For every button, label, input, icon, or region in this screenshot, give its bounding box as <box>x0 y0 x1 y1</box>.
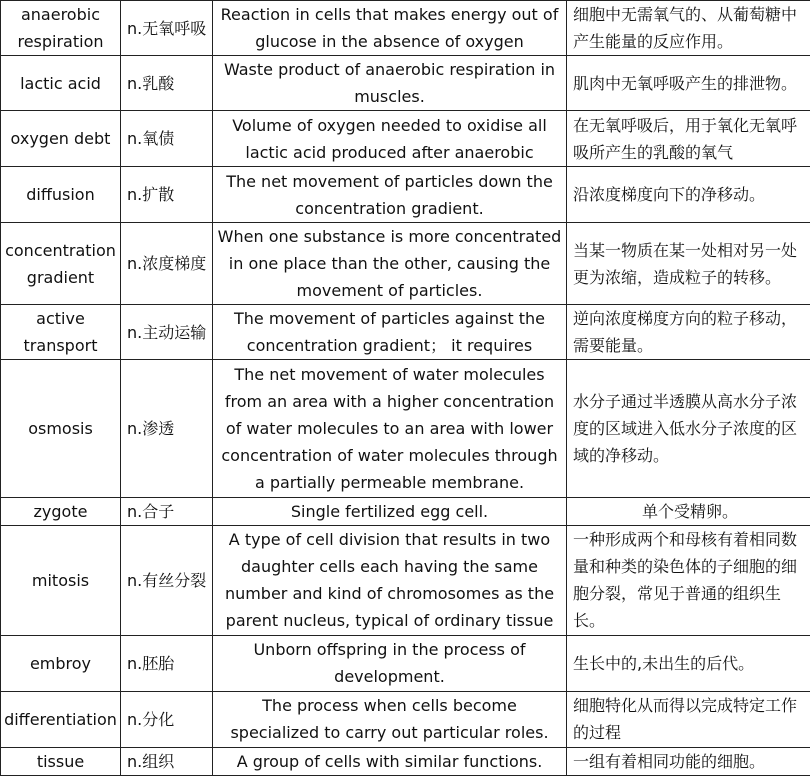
translation-cell: n.浓度梯度 <box>121 223 213 305</box>
translation-cell: n.渗透 <box>121 360 213 497</box>
term-cell: zygote <box>1 497 121 525</box>
term-cell: tissue <box>1 747 121 775</box>
chinese-definition-cell: 水分子通过半透膜从高水分子浓度的区域进入低水分子浓度的区域的净移动。 <box>567 360 810 497</box>
translation-cell: n.分化 <box>121 691 213 747</box>
translation-cell: n.扩散 <box>121 167 213 223</box>
table-row <box>1 691 810 747</box>
chinese-definition-cell: 细胞特化从而得以完成特定工作的过程 <box>567 691 810 747</box>
chinese-definition-cell: 生长中的,未出生的后代。 <box>567 635 810 691</box>
term-cell: embroy <box>1 635 121 691</box>
definition-cell: The movement of particles against the concentration gradient； it requires <box>213 305 567 360</box>
translation-cell: n.合子 <box>121 497 213 525</box>
table-row <box>1 167 810 223</box>
definition-cell: The net movement of water molecules from an area with a higher concentration of water molecules to an area with lower concentration of water molecules through a partially permeable membrane. <box>213 360 567 497</box>
term-cell: lactic acid <box>1 56 121 111</box>
term-cell: mitosis <box>1 525 121 635</box>
chinese-definition-cell: 一组有着相同功能的细胞。 <box>567 747 810 775</box>
chinese-definition-cell: 一种形成两个和母核有着相同数量和种类的染色体的子细胞的细胞分裂，常见于普通的组织生长。 <box>567 525 810 635</box>
definition-cell: A group of cells with similar functions. <box>213 747 567 775</box>
table-row <box>1 223 810 305</box>
definition-cell: Single fertilized egg cell. <box>213 497 567 525</box>
definition-cell: Volume of oxygen needed to oxidise all lactic acid produced after anaerobic <box>213 111 567 167</box>
definition-cell: A type of cell division that results in two daughter cells each having the same number and kind of chromosomes as the parent nucleus, typical of ordinary tissue <box>213 525 567 635</box>
table-row <box>1 497 810 525</box>
term-cell: osmosis <box>1 360 121 497</box>
term-cell: diffusion <box>1 167 121 223</box>
translation-cell: n.乳酸 <box>121 56 213 111</box>
table-row <box>1 305 810 360</box>
table-row <box>1 360 810 497</box>
chinese-definition-cell: 肌肉中无氧呼吸产生的排泄物。 <box>567 56 810 111</box>
chinese-definition-cell: 细胞中无需氧气的、从葡萄糖中产生能量的反应作用。 <box>567 1 810 56</box>
table-row <box>1 56 810 111</box>
chinese-definition-cell: 逆向浓度梯度方向的粒子移动，需要能量。 <box>567 305 810 360</box>
table-row <box>1 525 810 635</box>
term-cell: differentiation <box>1 691 121 747</box>
table-row <box>1 111 810 167</box>
definition-cell: Waste product of anaerobic respiration in muscles. <box>213 56 567 111</box>
translation-cell: n.组织 <box>121 747 213 775</box>
term-cell: oxygen debt <box>1 111 121 167</box>
translation-cell: n.无氧呼吸 <box>121 1 213 56</box>
table-row <box>1 747 810 775</box>
table-row <box>1 635 810 691</box>
definition-cell: The process when cells become specialized to carry out particular roles. <box>213 691 567 747</box>
term-cell: anaerobic respiration <box>1 1 121 56</box>
chinese-definition-cell: 单个受精卵。 <box>567 497 810 525</box>
translation-cell: n.胚胎 <box>121 635 213 691</box>
chinese-definition-cell: 当某一物质在某一处相对另一处更为浓缩，造成粒子的转移。 <box>567 223 810 305</box>
translation-cell: n.主动运输 <box>121 305 213 360</box>
translation-cell: n.有丝分裂 <box>121 525 213 635</box>
definition-cell: Unborn offspring in the process of development. <box>213 635 567 691</box>
definition-cell: When one substance is more concentrated in one place than the other, causing the movement of particles. <box>213 223 567 305</box>
translation-cell: n.氧债 <box>121 111 213 167</box>
term-cell: concentration gradient <box>1 223 121 305</box>
term-cell: active transport <box>1 305 121 360</box>
definition-cell: The net movement of particles down the concentration gradient. <box>213 167 567 223</box>
table-row <box>1 1 810 56</box>
chinese-definition-cell: 沿浓度梯度向下的净移动。 <box>567 167 810 223</box>
chinese-definition-cell: 在无氧呼吸后，用于氧化无氧呼吸所产生的乳酸的氧气 <box>567 111 810 167</box>
definition-cell: Reaction in cells that makes energy out of glucose in the absence of oxygen <box>213 1 567 56</box>
